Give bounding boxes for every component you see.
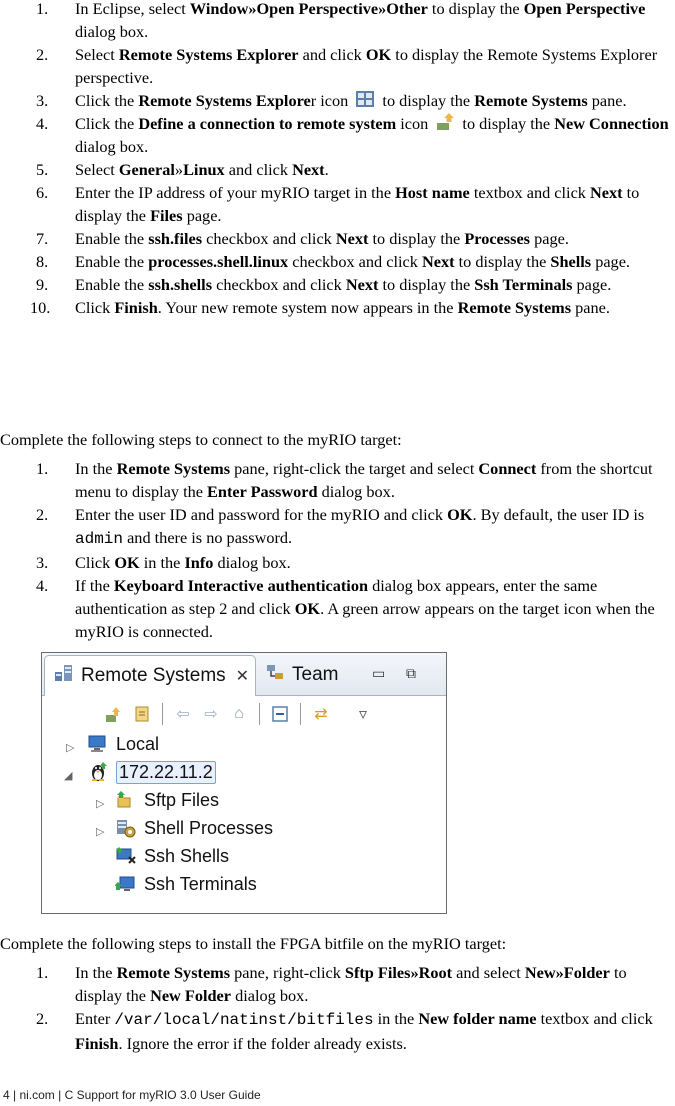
sftp-files-icon [114, 789, 138, 811]
ui-term: OK [447, 505, 473, 524]
tab-team-label: Team [292, 664, 339, 685]
step-number: 3. [36, 91, 49, 110]
tree-item-ssh-shells[interactable]: Ssh Shells [114, 843, 229, 869]
ssh-shells-icon [114, 845, 138, 867]
ui-term: Finish [75, 1034, 119, 1053]
step-number: 2. [36, 505, 49, 524]
tree-item-ssh-terminals[interactable]: Ssh Terminals [114, 871, 257, 897]
remote-systems-icon [53, 663, 75, 689]
step-item [0, 0, 675, 43]
step-text: . [324, 160, 329, 179]
step-item [0, 112, 675, 158]
step-text: in the [373, 1009, 419, 1028]
step-text: to display the [75, 963, 627, 1005]
step-text: textbox and click [469, 183, 591, 202]
ui-term: Remote Systems Explore [138, 91, 311, 110]
connect-intro: Complete the following steps to connect to the myRIO target: [0, 430, 402, 449]
page-footer: 4 | ni.com | C Support for myRIO 3.0 User Guide [3, 1088, 261, 1102]
step-text: pane. [587, 91, 627, 110]
collapse-icon[interactable]: ◢ [64, 770, 73, 782]
ui-term: Remote Systems [116, 963, 231, 982]
ui-term: Next [590, 183, 623, 202]
minimize-icon[interactable]: ▭ [372, 665, 386, 681]
ui-term: Next [335, 229, 369, 248]
step-item [0, 43, 675, 89]
step-text: » [174, 160, 184, 179]
step-text: page. [591, 252, 630, 271]
step-number: 5. [36, 160, 49, 179]
step-text: Enter the IP address of your myRIO target in the [75, 183, 396, 202]
tab-team[interactable] [258, 655, 358, 695]
step-text: to display the [427, 0, 524, 18]
step-text: Click the [75, 91, 139, 110]
ui-term: Next [292, 160, 325, 179]
expand-icon[interactable]: ▷ [66, 742, 75, 754]
step-text: In Eclipse, select [75, 0, 190, 18]
ui-term: Shells [550, 252, 592, 271]
step-number: 4. [36, 114, 49, 133]
forward-arrow-icon[interactable]: ⇨ [204, 706, 218, 723]
step-text: page. [182, 206, 222, 225]
step-number: 4. [36, 576, 49, 595]
step-text: dialog box. [317, 482, 395, 501]
step-text: pane. [571, 298, 610, 317]
ui-term: General [118, 160, 175, 179]
step-text: to display the [458, 114, 555, 133]
ui-term: Keyboard Interactive authentication [113, 576, 369, 595]
step-item [0, 158, 675, 181]
step-text: dialog box. [75, 137, 149, 156]
step-text: to display the [378, 91, 475, 110]
step-text: Enable the [75, 229, 149, 248]
step-number: 8. [36, 252, 49, 271]
step-item [0, 457, 675, 503]
setup-steps-list [0, 0, 675, 319]
ui-term: Connect [478, 459, 537, 478]
tree-item-local[interactable]: Local [86, 731, 159, 757]
step-text: . Your new remote system now appears in the [157, 298, 458, 317]
step-text: Enable the [75, 252, 149, 271]
ui-term: New»Folder [524, 963, 610, 982]
ui-term: OK [294, 599, 321, 618]
step-text: textbox and click [536, 1009, 653, 1028]
step-text: Select [75, 45, 119, 64]
step-text: Enable the [75, 275, 149, 294]
tab-remote-systems-label: Remote Systems [81, 665, 226, 686]
step-text: pane, right-click the target and select [230, 459, 479, 478]
step-text: in the [139, 553, 185, 572]
step-text: dialog box. [231, 986, 309, 1005]
ui-term: Remote Systems Explorer [118, 45, 299, 64]
step-text: r icon [310, 91, 353, 110]
step-text: pane, right-click [230, 963, 345, 982]
ssh-terminals-icon [114, 873, 138, 895]
step-text: and there is no password. [123, 528, 293, 547]
ui-term: OK [114, 553, 140, 572]
ui-term: Finish [114, 298, 158, 317]
ui-term: New Connection [554, 114, 669, 133]
ui-term: Remote Systems [474, 91, 588, 110]
step-text: dialog box. [75, 22, 149, 41]
ui-term: Next [345, 275, 379, 294]
ui-term: Define a connection to remote system [138, 114, 397, 133]
step-text: page. [530, 229, 569, 248]
step-text: checkbox and click [212, 275, 346, 294]
step-text: . A green arrow appears on the target icon when the myRIO is connected. [75, 599, 655, 641]
computer-icon [86, 733, 110, 755]
ui-term: Host name [395, 183, 470, 202]
linux-target-icon [86, 761, 110, 783]
step-text: and select [452, 963, 525, 982]
step-item [0, 89, 675, 112]
step-number: 9. [36, 275, 49, 294]
step-text: In the [75, 459, 117, 478]
step-text: to display the [368, 229, 465, 248]
refresh-button[interactable] [130, 702, 154, 726]
step-text: icon [396, 114, 433, 133]
remote-systems-pane [41, 652, 447, 914]
shell-processes-icon [114, 817, 138, 839]
ui-term: Next [421, 252, 455, 271]
ui-term: Remote Systems [116, 459, 231, 478]
ui-term: Linux [183, 160, 225, 179]
step-text: and click [224, 160, 293, 179]
ui-term: New Folder [150, 986, 231, 1005]
expand-icon[interactable]: ▷ [96, 798, 105, 810]
step-item [0, 574, 675, 643]
step-text: page. [572, 275, 612, 294]
pane-toolbar [102, 701, 375, 727]
step-text: Click [75, 298, 115, 317]
maximize-icon[interactable]: ⧉ [406, 665, 416, 681]
step-number: 1. [36, 0, 49, 18]
step-number: 1. [36, 459, 49, 478]
connect-steps-list [0, 457, 675, 643]
tree-item-sftp-files[interactable]: Sftp Files [114, 787, 219, 813]
ui-term: Sftp Files»Root [344, 963, 453, 982]
ui-term: Files [150, 206, 183, 225]
ui-term: processes.shell.linux [148, 252, 289, 271]
step-text: to display the Remote Systems Explorer perspective. [75, 45, 658, 87]
back-arrow-icon[interactable]: ⇦ [176, 706, 190, 723]
close-icon[interactable]: ✕ [235, 668, 249, 685]
tab-remote-systems[interactable] [44, 655, 256, 696]
step-number: 10. [30, 298, 51, 317]
view-menu-icon[interactable]: ▿ [358, 706, 368, 723]
expand-icon[interactable]: ▷ [96, 826, 105, 838]
code-text: admin [75, 530, 124, 548]
step-text: checkbox and click [288, 252, 422, 271]
step-text: dialog box appears, enter the same authentication as step 2 and click [75, 576, 598, 618]
ui-term: ssh.files [148, 229, 203, 248]
rse-icon [354, 89, 376, 109]
step-number: 2. [36, 1009, 49, 1028]
step-text: from the shortcut menu to display the [75, 459, 653, 501]
step-text: Enter [75, 1009, 115, 1028]
step-item [0, 273, 675, 296]
step-text: to display the [378, 275, 475, 294]
team-icon [266, 663, 286, 687]
pane-tab-bar [42, 653, 446, 696]
selected-target-label: 172.22.11.2 [116, 761, 216, 784]
step-text: Select [75, 160, 119, 179]
ui-term: Ssh Terminals [474, 275, 573, 294]
step-item [0, 296, 675, 319]
step-text: dialog box. [213, 553, 291, 572]
ui-term: Processes [464, 229, 531, 248]
step-item [0, 503, 675, 551]
step-text: Click the [75, 114, 139, 133]
step-item [0, 961, 675, 1007]
step-text: to display the [454, 252, 551, 271]
step-number: 6. [36, 183, 49, 202]
link-with-editor-icon[interactable]: ⇄ [314, 706, 328, 723]
step-text: to display the [75, 183, 640, 225]
step-item [0, 227, 675, 250]
step-item [0, 250, 675, 273]
step-number: 7. [36, 229, 49, 248]
tree-item-target[interactable] [86, 759, 216, 785]
new-connection-icon [434, 112, 456, 132]
ui-term: Window»Open Perspective»Other [189, 0, 428, 18]
step-text: In the [75, 963, 117, 982]
ui-term: Open Perspective [523, 0, 646, 18]
ui-term: Remote Systems [457, 298, 572, 317]
step-number: 2. [36, 45, 49, 64]
step-item [0, 551, 675, 574]
step-number: 1. [36, 963, 49, 982]
bitfile-steps-list [0, 961, 675, 1055]
step-text: and click [298, 45, 366, 64]
step-text: . Ignore the error if the folder already exists. [118, 1034, 407, 1053]
new-connection-button[interactable] [102, 702, 126, 726]
step-item [0, 181, 675, 227]
bitfile-intro: Complete the following steps to install the FPGA bitfile on the myRIO target: [0, 934, 507, 953]
step-number: 3. [36, 553, 49, 572]
tree-item-shell-processes[interactable]: Shell Processes [114, 815, 273, 841]
ui-term: OK [365, 45, 392, 64]
ui-term: ssh.shells [148, 275, 213, 294]
step-text: If the [75, 576, 114, 595]
step-text: Click [75, 553, 115, 572]
step-text: checkbox and click [202, 229, 336, 248]
code-text: /var/local/natinst/bitfiles [114, 1011, 374, 1029]
step-text: Enter the user ID and password for the myRIO and click [75, 505, 448, 524]
home-icon[interactable]: ⌂ [234, 705, 244, 722]
step-item [0, 1007, 675, 1055]
collapse-all-icon[interactable] [268, 702, 292, 726]
step-text: . By default, the user ID is [472, 505, 645, 524]
ui-term: Enter Password [207, 482, 318, 501]
ui-term: Info [184, 553, 214, 572]
ui-term: New folder name [418, 1009, 537, 1028]
